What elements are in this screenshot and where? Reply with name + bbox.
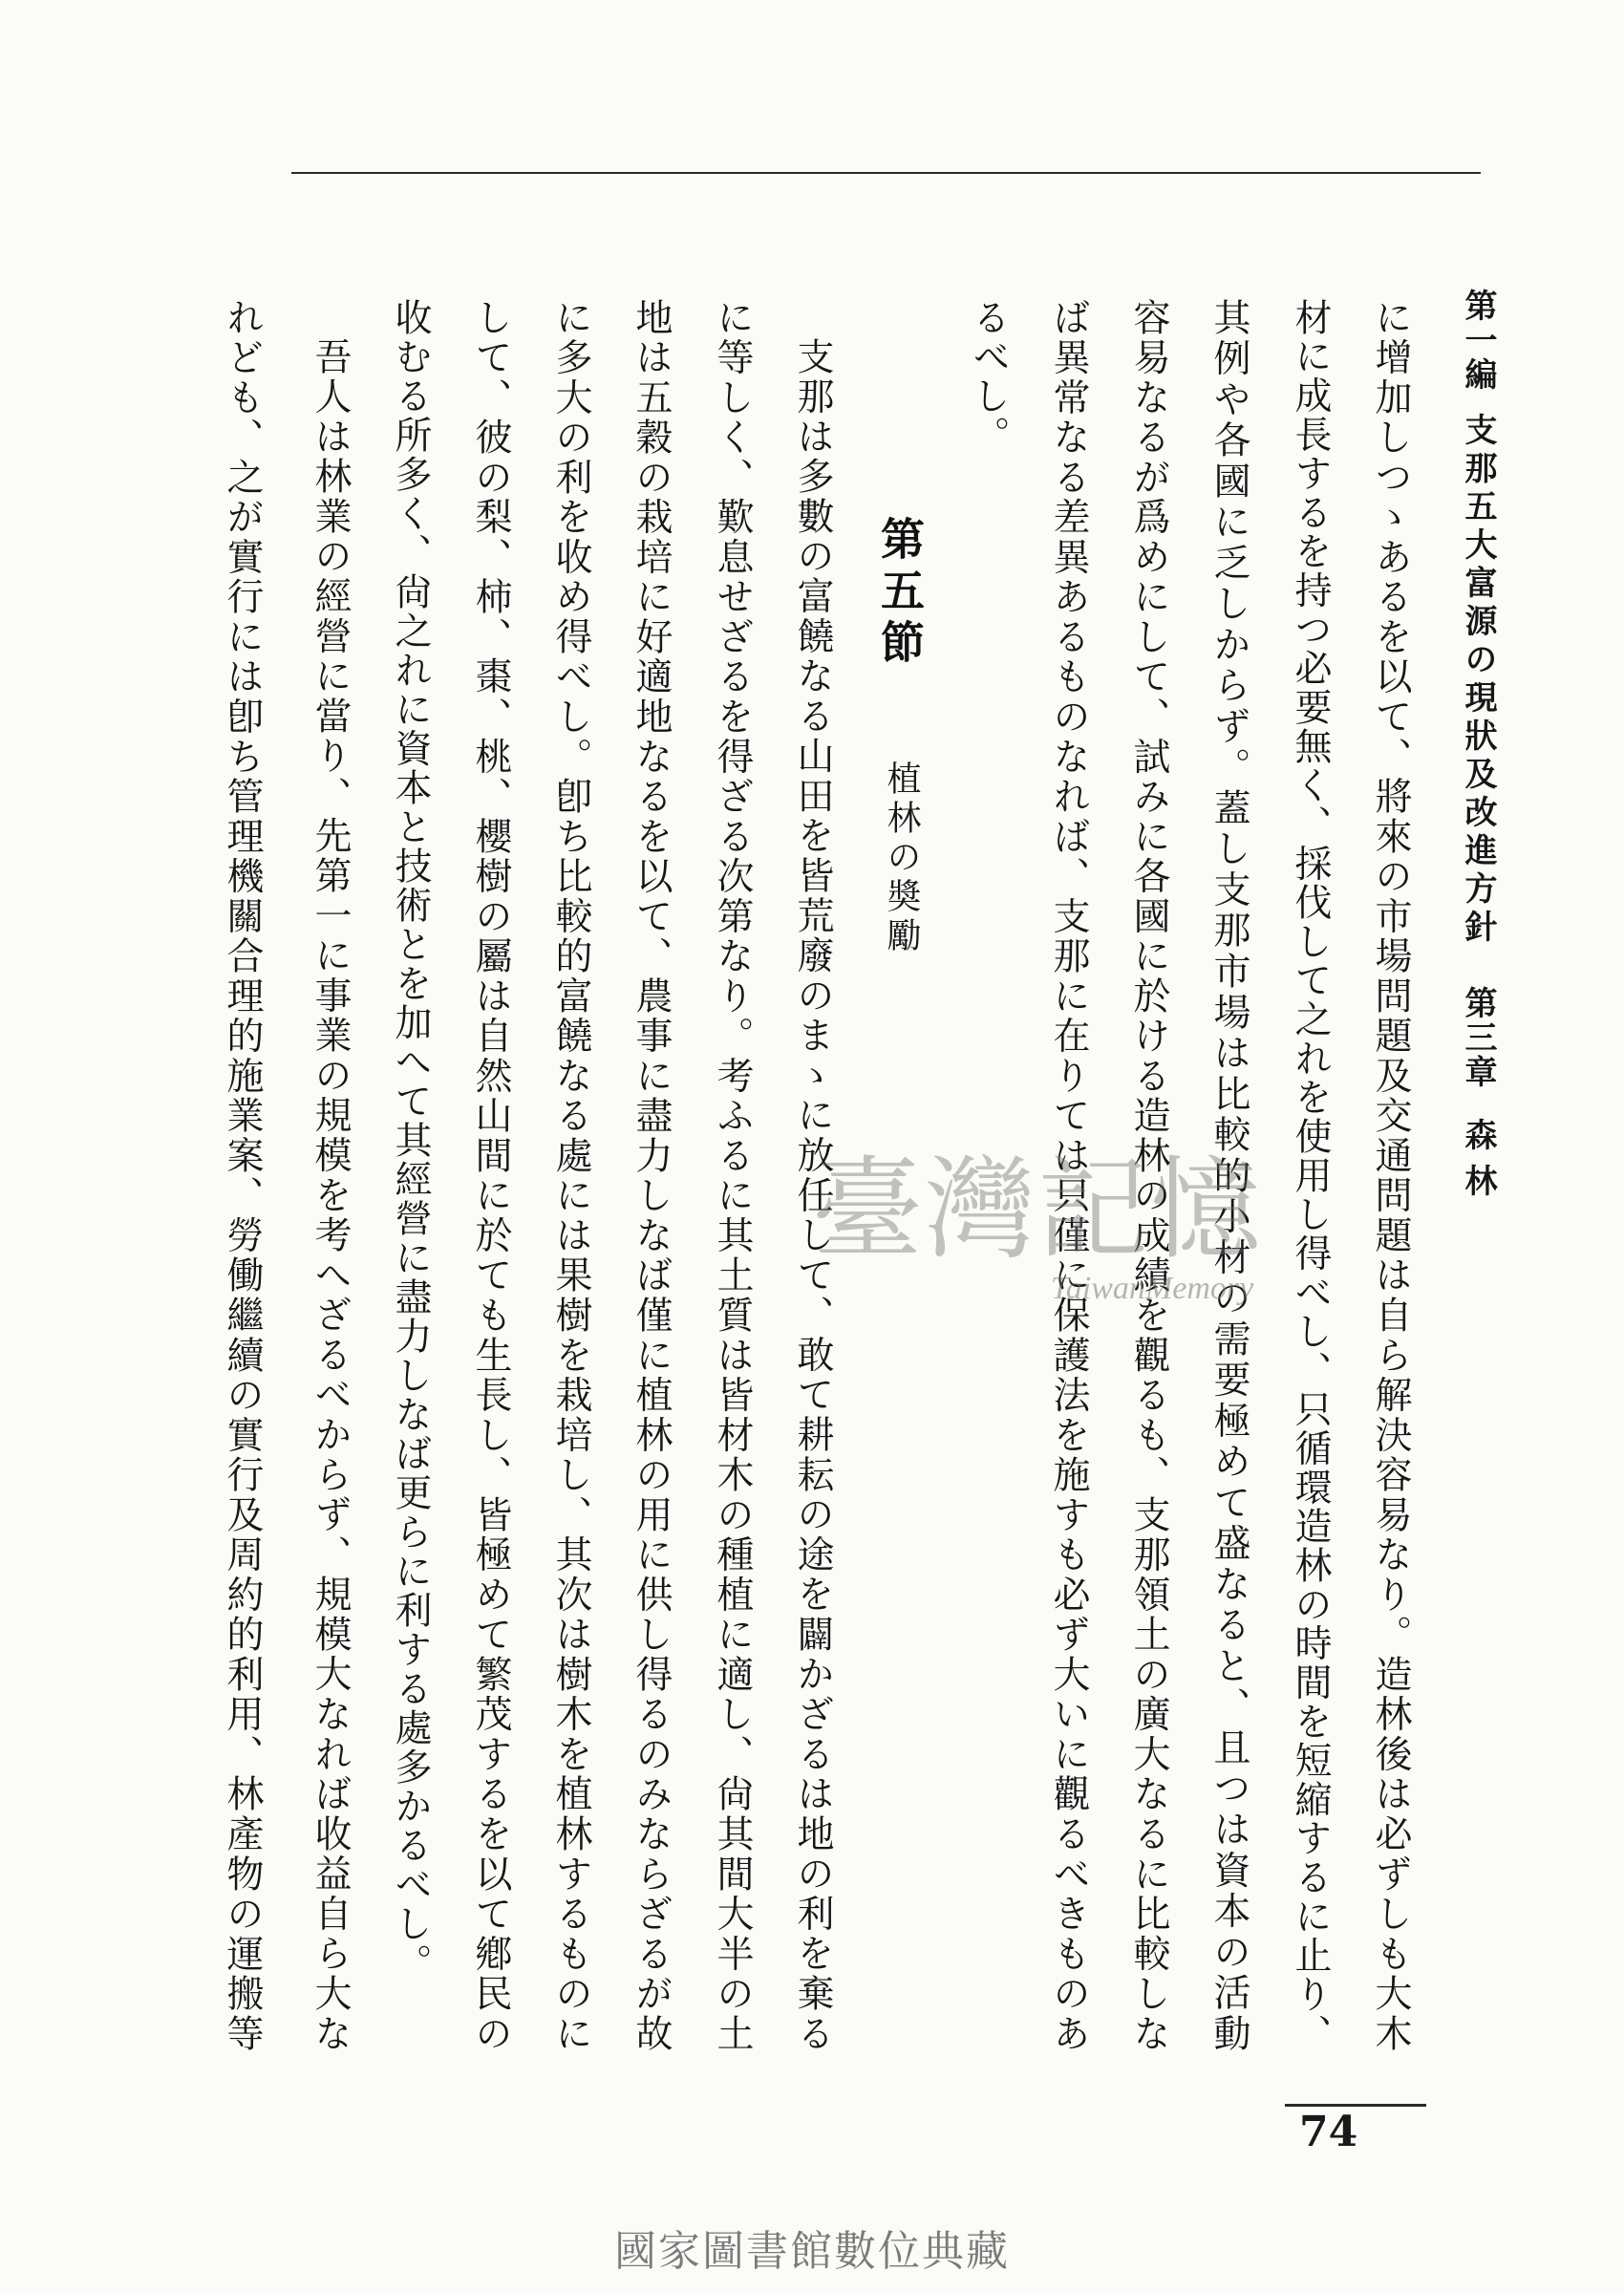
text-column: に多大の利を收め得べし。卽ち比較的富饒なる處には果樹を栽培し、其次は樹木を植林するものに xyxy=(549,298,592,2052)
text-column: 吾人は林業の經營に當り、先第一に事業の規模を考へざるべからず、規模大なれば收益自ら大な xyxy=(309,337,352,2052)
watermark-logo-subtext: TaiwanMemory xyxy=(1051,1271,1254,1306)
header-rule xyxy=(291,172,1481,174)
text-column: 其例や各國に乏しからず。蓋し支那市場は比較的小材の需要極めて盛なると、且つは資本の活動 xyxy=(1207,298,1250,2051)
text-column: 地は五穀の栽培に好適地なるを以て、農事に盡力しなば僅に植林の用に供し得るのみならざるが故 xyxy=(630,298,673,2052)
running-header xyxy=(1457,289,1499,1210)
text-column: るべし。 xyxy=(967,298,1010,455)
text-column: 材に成長するを持つ必要無く、採伐して之れを使用し得べし、只循環造林の時間を短縮するに止り、 xyxy=(1289,298,1332,2051)
text-column: に增加しつゝあるを以て、將來の市場問題及交通問題は自ら解決容易なり。造林後は必ずしも大木 xyxy=(1369,298,1412,2052)
text-column: 容易なるが爲めにして、試みに各國に於ける造林の成績を觀るも、支那領土の廣大なるに比較しな xyxy=(1127,298,1170,2052)
section-title: 植林の奬勵 xyxy=(882,761,921,956)
page-number-rule xyxy=(1285,2104,1426,2107)
watermark-logo-text: 臺灣記憶 xyxy=(812,1146,1263,1275)
text-column: に等しく、歎息せざるを得ざる次第なり。考ふるに其土質は皆材木の種植に適し、尙其間大半の土 xyxy=(711,298,754,2052)
header-part: 第一編 xyxy=(1459,289,1497,392)
text-column: ば異常なる差異あるものなれば、支那に在りては只僅に保護法を施すも必ず大いに觀るべきものあ xyxy=(1047,298,1090,2052)
header-chapter: 第三章 xyxy=(1459,986,1497,1089)
archive-footer: 國家圖書館數位典藏 xyxy=(614,2227,1010,2276)
text-column: 支那は多數の富饒なる山田を皆荒廢のまゝに放任して、敢て耕耘の途を闢かざるは地の利を棄る xyxy=(791,337,834,2051)
header-book-title: 支那五大富源の現狀及改進方針 xyxy=(1459,413,1497,948)
page-number: 74 xyxy=(1299,2108,1358,2156)
section-number: 第五節 xyxy=(874,516,926,671)
text-column: 收むる所多く、尙之れに資本と技術とを加へて其經營に盡力しなば更らに利する處多かるべし。 xyxy=(389,298,432,1982)
text-column: れども、之が實行には卽ち管理機關合理的施業案、勞働繼續の實行及周約的利用、林產物の運搬等 xyxy=(221,298,264,2052)
text-column: して、彼の梨、柿、棗、桃、櫻樹の屬は自然山間に於ても生長し、皆極めて繁茂するを以て鄕民の xyxy=(469,298,512,2052)
header-chapter-title: 森林 xyxy=(1459,1118,1497,1210)
